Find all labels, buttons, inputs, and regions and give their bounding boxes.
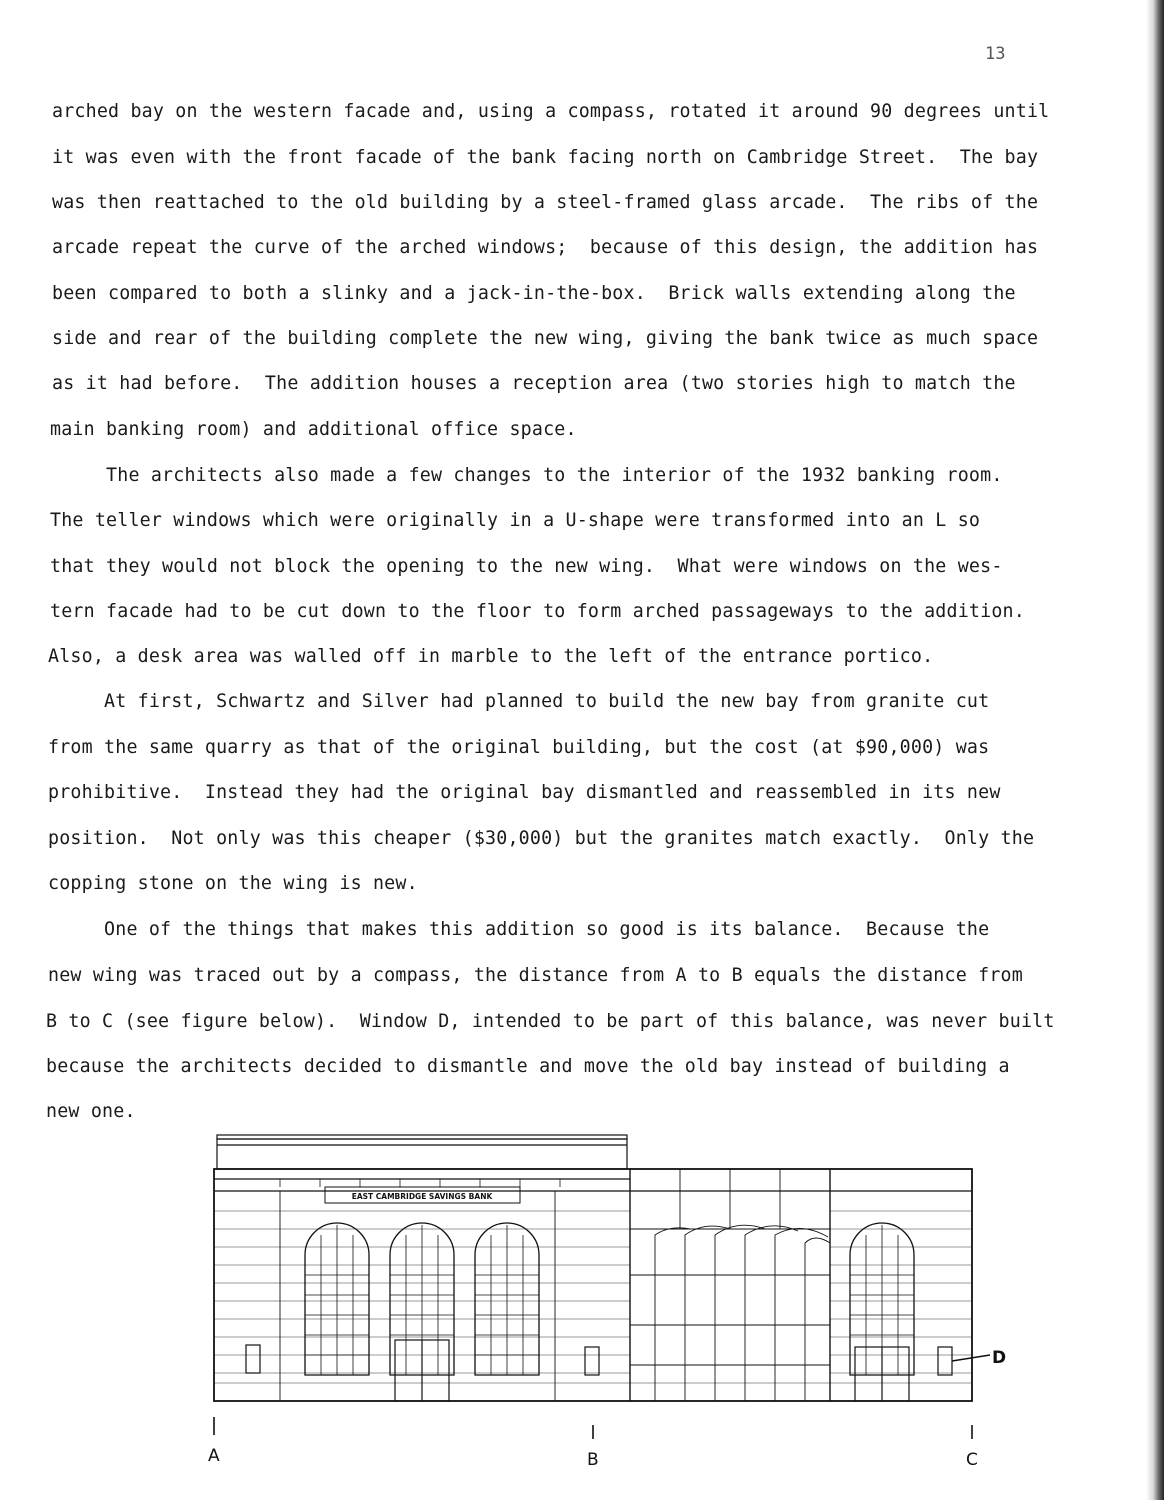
niche	[246, 1345, 260, 1373]
text-line: The architects also made a few changes to the interior of the 1932 banking room.	[50, 465, 1003, 486]
text-line: new wing was traced out by a compass, the distance from A to B equals the distance from	[48, 965, 1023, 986]
building-outline	[214, 1169, 972, 1401]
text-line: tern facade had to be cut down to the floor to form arched passageways to the addition.	[50, 601, 1025, 622]
text-line: One of the things that makes this addition so good is its balance. Because the	[48, 919, 990, 940]
label-b: B	[587, 1450, 599, 1470]
text-line: main banking room) and additional office space.	[50, 419, 577, 440]
text-line: position. Not only was this cheaper ($30,000) but the granites match exactly. Only the	[48, 828, 1035, 849]
text-line: B to C (see figure below). Window D, intended to be part of this balance, was never built	[46, 1011, 1055, 1032]
label-a: A	[208, 1446, 220, 1466]
text-line: was then reattached to the old building by a steel-framed glass arcade. The ribs of the	[52, 192, 1039, 213]
text-line: Also, a desk area was walled off in marble to the left of the entrance portico.	[48, 646, 934, 667]
parapet	[217, 1139, 627, 1169]
text-line: been compared to both a slinky and a jack-in-the-box. Brick walls extending along the	[52, 283, 1016, 304]
text-line: prohibitive. Instead they had the original bay dismantled and reassembled in its new	[48, 782, 1001, 803]
glass-arcade	[630, 1169, 830, 1401]
text-line: At first, Schwartz and Silver had planned to build the new bay from granite cut	[48, 691, 990, 712]
text-line: new one.	[46, 1101, 136, 1122]
text-line: from the same quarry as that of the original building, but the cost (at $90,000) was	[48, 737, 990, 758]
bank-sign-text: EAST CAMBRIDGE SAVINGS BANK	[351, 1192, 493, 1201]
label-c: C	[966, 1450, 978, 1470]
text-line: as it had before. The addition houses a reception area (two stories high to match the	[52, 373, 1016, 394]
text-line: because the architects decided to dismantle and move the old bay instead of building a	[46, 1056, 1010, 1077]
text-line: arched bay on the western facade and, using a compass, rotated it around 90 degrees until	[52, 101, 1050, 122]
window-d	[938, 1347, 952, 1375]
arched-windows	[305, 1223, 914, 1375]
text-line: that they would not block the opening to the new wing. What were windows on the wes-	[50, 556, 1003, 577]
text-line: it was even with the front facade of the bank facing north on Cambridge Street. The bay	[52, 147, 1039, 168]
text-line: The teller windows which were originally in a U-shape were transformed into an L so	[50, 510, 981, 531]
text-line: arcade repeat the curve of the arched windows; because of this design, the addition has	[52, 237, 1039, 258]
text-line: side and rear of the building complete the new wing, giving the bank twice as much space	[52, 328, 1039, 349]
niche	[585, 1347, 599, 1375]
label-d: D	[992, 1348, 1007, 1368]
scanned-page-edge	[1146, 0, 1164, 1500]
building-elevation-figure	[200, 1125, 1030, 1479]
text-line: copping stone on the wing is new.	[48, 873, 418, 894]
page-number: 13	[985, 44, 1006, 64]
